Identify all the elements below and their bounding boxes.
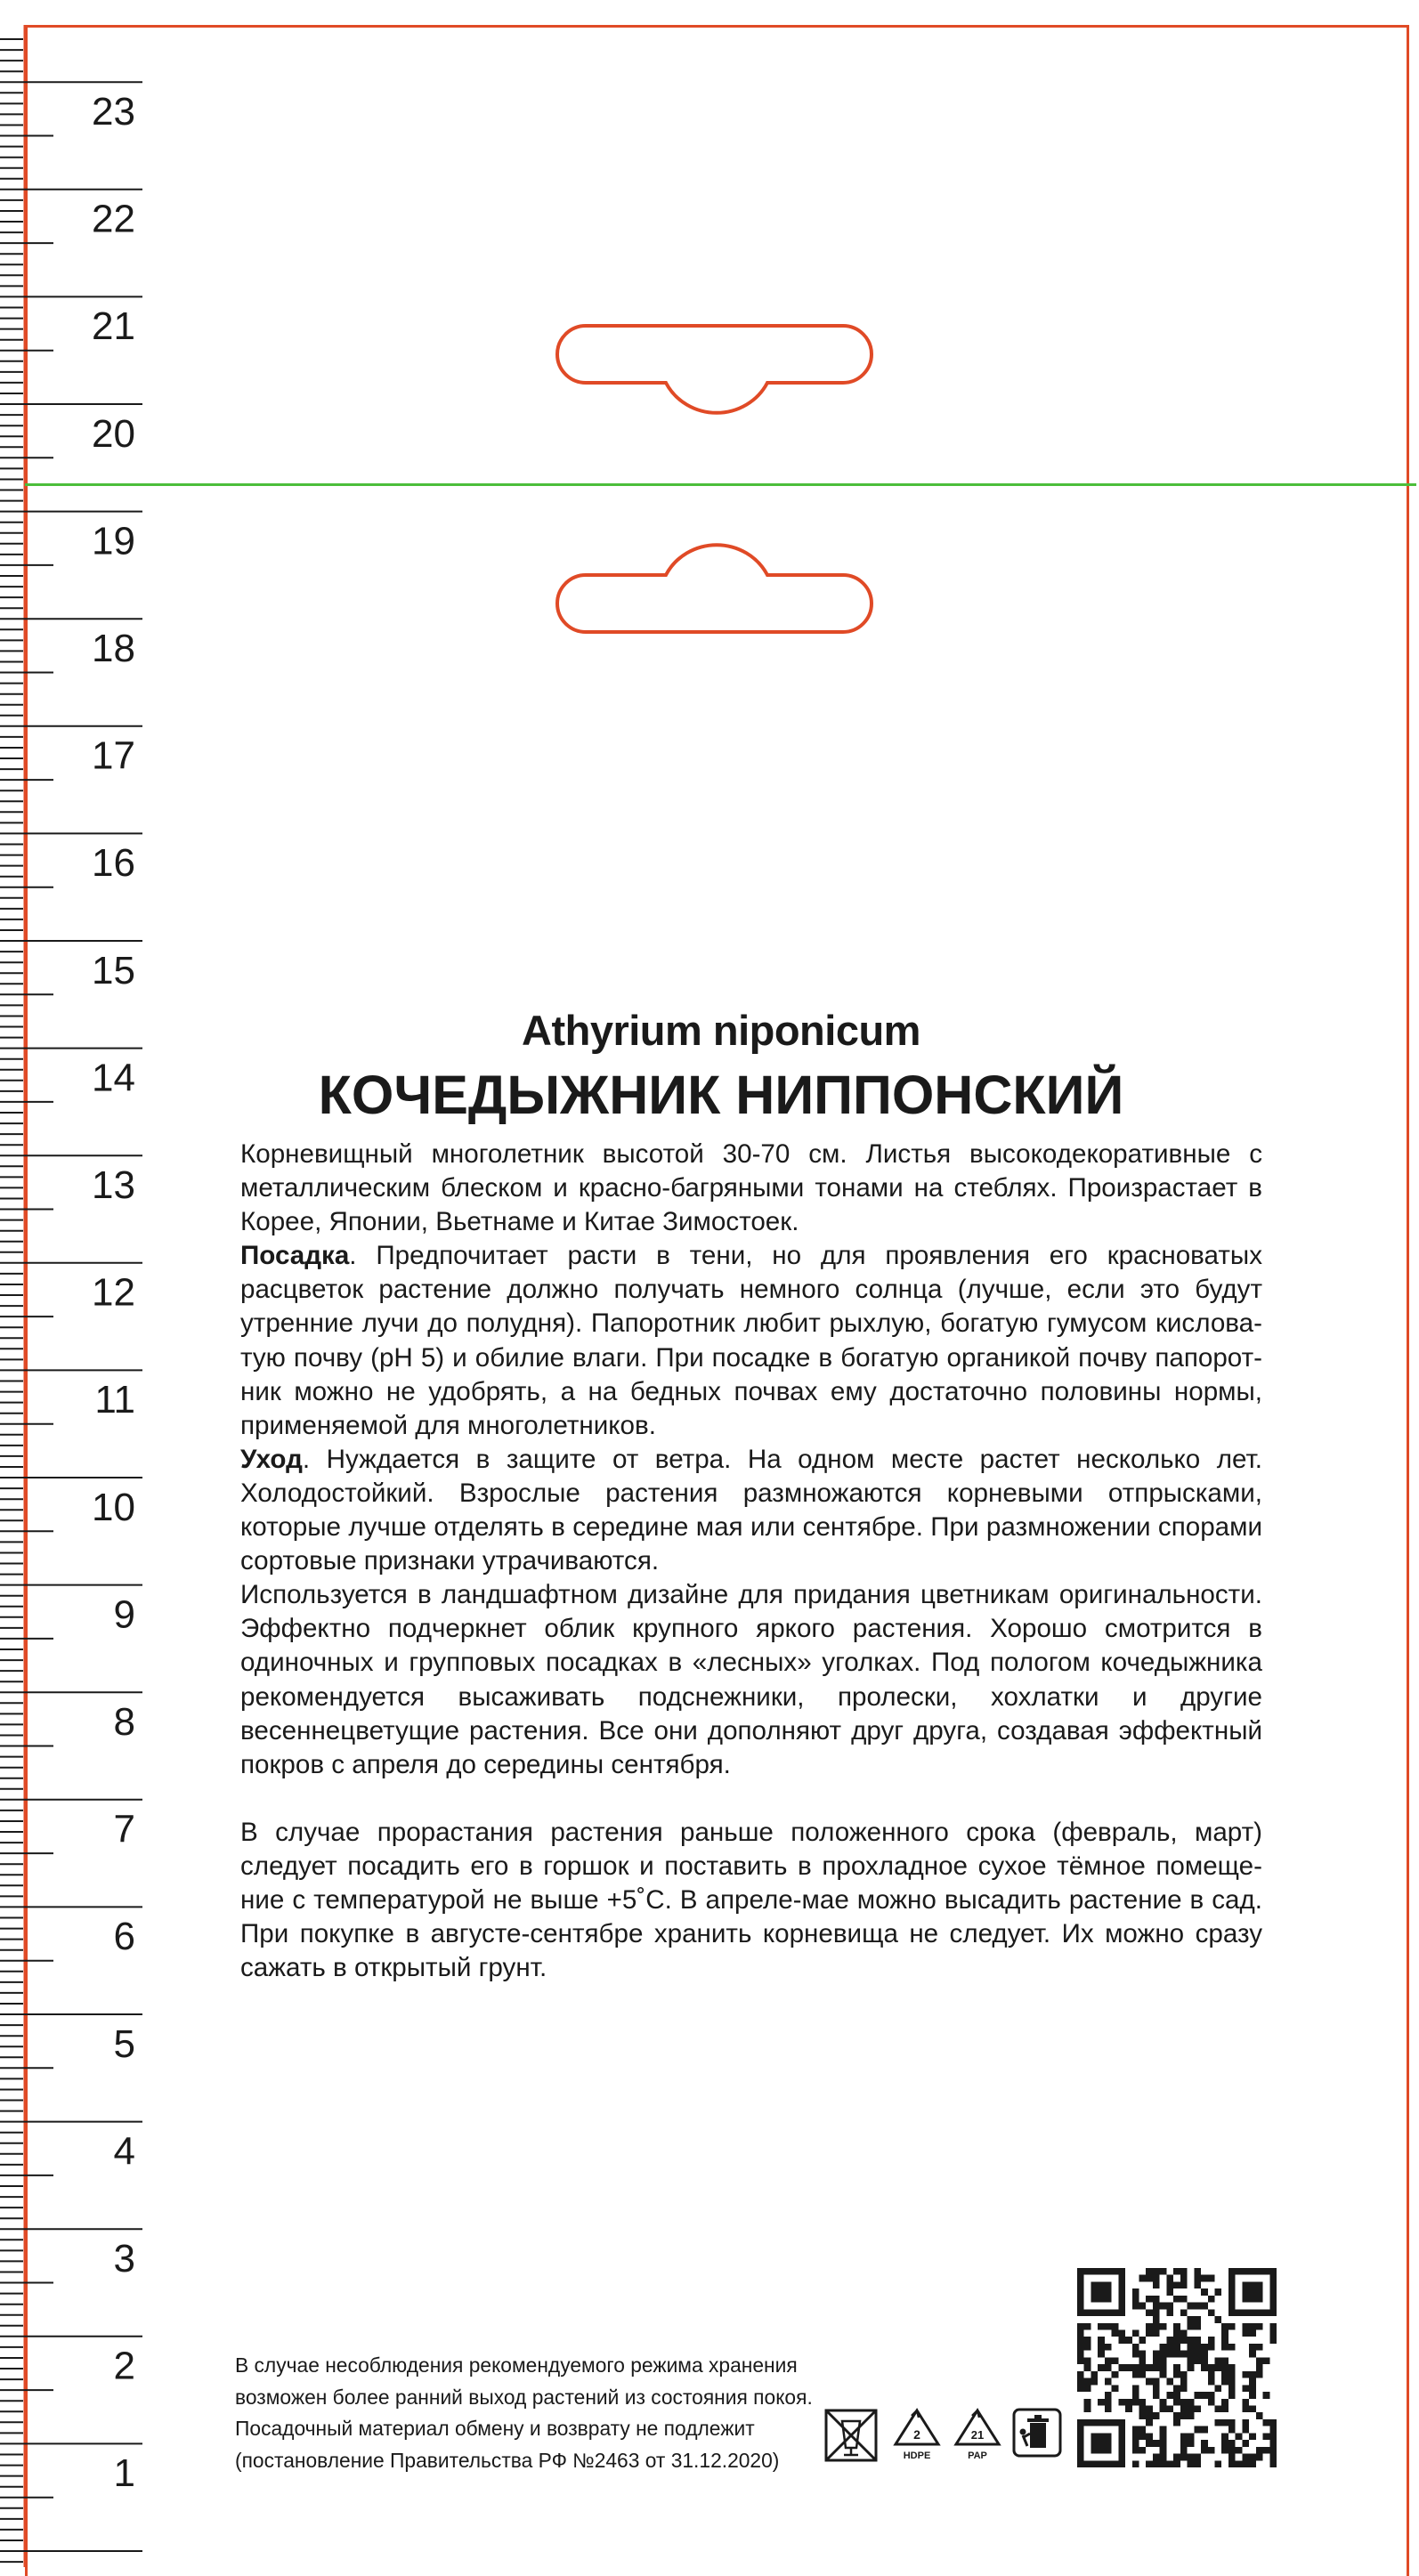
ruler (0, 0, 151, 2576)
ruler-number: 3 (113, 2237, 135, 2280)
hanger-slot-top (534, 313, 899, 420)
ruler-number: 15 (92, 948, 135, 992)
product-title: КОЧЕДЫЖНИК НИППОНСКИЙ (318, 1065, 1124, 1125)
no-food-contact-icon (823, 2407, 880, 2464)
ruler-number: 11 (94, 1378, 135, 1422)
ruler-number: 16 (92, 841, 135, 886)
ruler-number: 14 (92, 1056, 135, 1100)
ruler-number: 17 (92, 733, 135, 778)
ruler-number: 6 (113, 1915, 135, 1959)
care-paragraph (240, 1443, 1262, 1578)
ruler-number: 22 (92, 197, 135, 241)
ruler-number: 10 (92, 1485, 135, 1529)
fold-line (25, 483, 1416, 486)
usage-paragraph: Используется в ландшафтном дизайне для придания цветникам оригинальности. Эффектно подчеркнет облик крупного яркого растения. Хорошо смотрится в одиночных и групповых посадках в «лесных» уголках. Под пологом кочедыжника рекомендуется высаживать подснежники, пролески, хохлатки и другие весеннецветущие растения. Все они дополняют друг друга, создавая эффектный покров с апреля до середины сентября. (240, 1580, 1262, 1779)
storage-note (235, 2350, 840, 2476)
ruler-number: 18 (92, 627, 135, 670)
planting-label: Посадка (240, 1241, 350, 1271)
recycle-hdpe-icon (892, 2407, 942, 2464)
ruler-number: 23 (92, 90, 135, 134)
ruler-number: 9 (113, 1592, 135, 1637)
ruler-number: 19 (92, 519, 135, 563)
latin-name: Athyrium niponicum (522, 1007, 920, 1054)
ruler-number: 20 (92, 411, 135, 456)
ruler-number: 12 (92, 1270, 135, 1315)
hdpe-code: 2 (913, 2427, 920, 2442)
care-text: . Нуждается в защите от ветра. На одном месте растет несколько лет. Холодостойкий. Взрослые растения размножаются корневыми отпрысками, которые лучше отделять в середине мая или сентябре. При размножении спорами сортовые признаки утрачиваются. (240, 1444, 1262, 1576)
planting-paragraph (240, 1239, 1262, 1443)
storage-note-line: В случае несоблюдения рекомендуемого режима хранения (235, 2353, 798, 2377)
storage-note-line: возможен более ранний выход растений из состояния покоя. (235, 2385, 813, 2409)
ruler-number: 21 (92, 304, 135, 349)
ruler-number: 4 (113, 2129, 135, 2174)
ruler-number: 13 (92, 1163, 135, 1207)
ruler-number: 7 (113, 1807, 135, 1851)
hdpe-label: HDPE (903, 2450, 931, 2461)
trash-bin-icon (1011, 2407, 1063, 2460)
storage-note-line: (постановление Правительства РФ №2463 от 31.12.2020) (235, 2448, 780, 2472)
hanger-slot-bottom (534, 536, 899, 643)
ruler-number: 2 (113, 2344, 135, 2388)
storage-note-line: Посадочный материал обмену и возврату не подлежит (235, 2417, 755, 2440)
sprouting-paragraph: В случае прорастания растения раньше положенного срока (февраль, март) следует посадить его в горшок и поставить в прохладное сухое тёмное помещение с температурой не выше +5˚С. В апреле-мае можно высадить растение в сад. При покупке в августе-сентябре хранить корневища не следует. Их можно сразу сажать в открытый грунт. (240, 1817, 1262, 1983)
planting-text: . Предпочитает расти в тени, но для проявления его красноватых расцветок растение должно получать немного солнца (лучше, если это будут утренние лучи до полудня). Папоротник любит рыхлую, богатую гумусом кисловатую почву (pH 5) и обилие влаги. При посадке в богатую органикой почву папоротник можно не удобрять, а на бедных почвах ему достаточно половины нормы, применяемой для многолетников. (240, 1241, 1262, 1440)
care-label: Уход (240, 1444, 303, 1474)
pap-label: PAP (968, 2450, 987, 2461)
qr-code-icon (1077, 2268, 1277, 2467)
ruler-number: 1 (113, 2451, 135, 2496)
intro-paragraph: Корневищный многолетник высотой 30-70 см. Листья высокодекоративные с металлическим блеском и красно-багряными тонами на стеблях. Произрастает в Корее, Японии, Вьетнаме и Китае Зимостоек. (240, 1139, 1262, 1237)
ruler-number: 5 (113, 2021, 135, 2066)
ruler-number: 8 (113, 1700, 135, 1744)
recycle-pap-icon (953, 2407, 1002, 2464)
description (240, 1138, 1262, 1985)
pap-code: 21 (970, 2428, 985, 2442)
